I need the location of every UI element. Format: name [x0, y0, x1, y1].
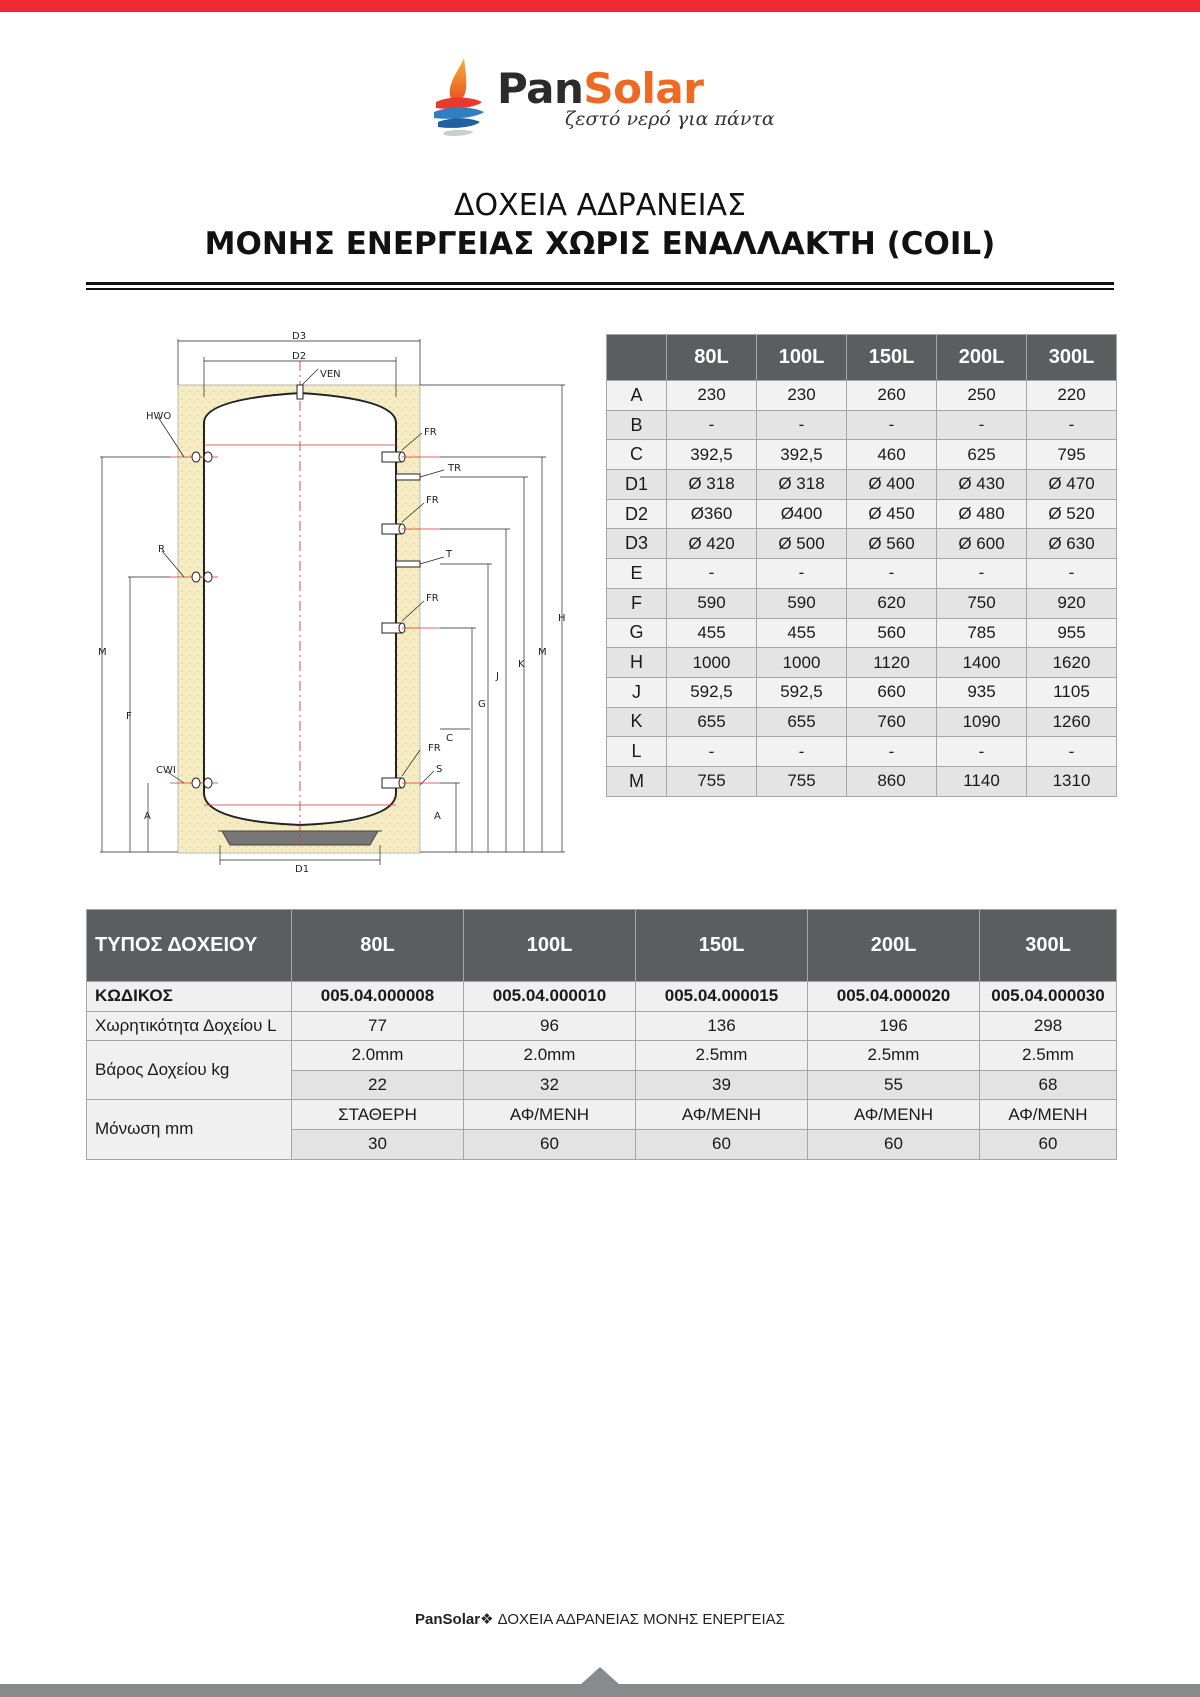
- footer-brand: PanSolar: [415, 1611, 481, 1628]
- spec-header-200l: 200L: [808, 910, 980, 982]
- spec-header-100l: 100L: [464, 910, 636, 982]
- dim-header-blank: [607, 335, 667, 381]
- label-tr: TR: [448, 463, 462, 474]
- dim-label-f: F: [126, 711, 132, 722]
- dim-label-c: C: [446, 733, 453, 744]
- label-ven: VEN: [320, 369, 341, 380]
- table-row: H 1000 1000 1120 1400 1620: [607, 648, 1117, 678]
- table-row: F 590 590 620 750 920: [607, 588, 1117, 618]
- dim-label-d3: D3: [292, 331, 307, 342]
- table-row-code: ΚΩΔΙΚΟΣ 005.04.000008 005.04.000010 005.04.000015 005.04.000020 005.04.000030: [87, 982, 1117, 1012]
- dimensions-table: [606, 334, 1117, 797]
- table-row-thickness: Βάρος Δοχείου kg 2.0mm 2.0mm 2.5mm 2.5mm 2.5mm: [87, 1041, 1117, 1071]
- top-red-bar: [0, 0, 1200, 12]
- dim-label-k: K: [518, 659, 525, 670]
- bottom-triangle: [580, 1667, 620, 1685]
- label-hwo: HWO: [146, 411, 172, 422]
- label-t: T: [446, 549, 453, 560]
- table-row: E - - - - -: [607, 559, 1117, 589]
- dim-label-m-left: M: [98, 647, 107, 658]
- dim-header-100l: 100L: [757, 335, 847, 381]
- brand-name: PanSolar: [497, 64, 704, 113]
- dim-label-m-right: M: [538, 647, 547, 658]
- label-fr-3: FR: [426, 593, 439, 604]
- table-row-weight: 22 32 39 55 68: [87, 1070, 1117, 1100]
- drop-logo-icon: [430, 56, 490, 146]
- tank-dimension-diagram: [100, 325, 580, 880]
- dim-label-j: J: [496, 671, 499, 682]
- page-footer: [0, 1610, 1200, 1628]
- label-fr-1: FR: [424, 427, 437, 438]
- table-row: D2 Ø360 Ø400 Ø 450 Ø 480 Ø 520: [607, 499, 1117, 529]
- dim-header-150l: 150L: [847, 335, 937, 381]
- spec-header-type: ΤΥΠΟΣ ΔΟΧΕΙΟΥ: [87, 910, 292, 982]
- dim-label-h: H: [558, 613, 566, 624]
- brand-slogan: ζεστό νερό για πάντα: [565, 108, 775, 130]
- table-row: G 455 455 560 785 955: [607, 618, 1117, 648]
- specifications-table: [86, 909, 1117, 1160]
- label-s: S: [436, 764, 443, 775]
- table-row: A 230 230 260 250 220: [607, 381, 1117, 411]
- page-title-line2: ΜΟΝΗΣ ΕΝΕΡΓΕΙΑΣ ΧΩΡΙΣ ΕΝΑΛΛΑΚΤΗ (COIL): [204, 226, 996, 262]
- table-row: D1 Ø 318 Ø 318 Ø 400 Ø 430 Ø 470: [607, 470, 1117, 500]
- footer-separator-icon: ❖: [480, 1611, 494, 1628]
- label-fr-4: FR: [428, 743, 441, 754]
- spec-header-150l: 150L: [636, 910, 808, 982]
- table-row: D3 Ø 420 Ø 500 Ø 560 Ø 600 Ø 630: [607, 529, 1117, 559]
- dim-label-d2: D2: [292, 351, 307, 362]
- pansolar-logo: [430, 56, 775, 146]
- dim-header-200l: 200L: [937, 335, 1027, 381]
- table-row-insulation-type: Μόνωση mm ΣΤΑΘΕΡΗ ΑΦ/ΜΕΝΗ ΑΦ/ΜΕΝΗ ΑΦ/ΜΕΝΗ ΑΦ/ΜΕΝΗ: [87, 1100, 1117, 1130]
- dim-label-g: G: [478, 699, 486, 710]
- title-divider-thick: [86, 282, 1114, 285]
- dim-label-a-right: A: [434, 811, 441, 822]
- label-r: R: [158, 544, 165, 555]
- table-row: M 755 755 860 1140 1310: [607, 766, 1117, 796]
- label-fr-2: FR: [426, 495, 439, 506]
- dim-header-300l: 300L: [1027, 335, 1117, 381]
- page-title-line1: ΔΟΧΕΙΑ ΑΔΡΑΝΕΙΑΣ: [454, 188, 746, 223]
- table-row: J 592,5 592,5 660 935 1105: [607, 677, 1117, 707]
- spec-header-300l: 300L: [980, 910, 1117, 982]
- title-divider-thin: [86, 288, 1114, 290]
- dim-header-80l: 80L: [667, 335, 757, 381]
- dim-label-a-left: A: [144, 811, 151, 822]
- table-row-capacity: Χωρητικότητα Δοχείου L 77 96 136 196 298: [87, 1011, 1117, 1041]
- label-cwi: CWI: [156, 765, 176, 776]
- table-row: C 392,5 392,5 460 625 795: [607, 440, 1117, 470]
- spec-header-80l: 80L: [292, 910, 464, 982]
- bottom-gray-bar: [0, 1684, 1200, 1697]
- table-row-insulation: 30 60 60 60 60: [87, 1129, 1117, 1159]
- table-row: B - - - - -: [607, 410, 1117, 440]
- dim-label-d1: D1: [295, 864, 310, 875]
- table-row: L - - - - -: [607, 737, 1117, 767]
- table-row: K 655 655 760 1090 1260: [607, 707, 1117, 737]
- footer-text: ΔΟΧΕΙΑ ΑΔΡΑΝΕΙΑΣ ΜΟΝΗΣ ΕΝΕΡΓΕΙΑΣ: [493, 1611, 785, 1628]
